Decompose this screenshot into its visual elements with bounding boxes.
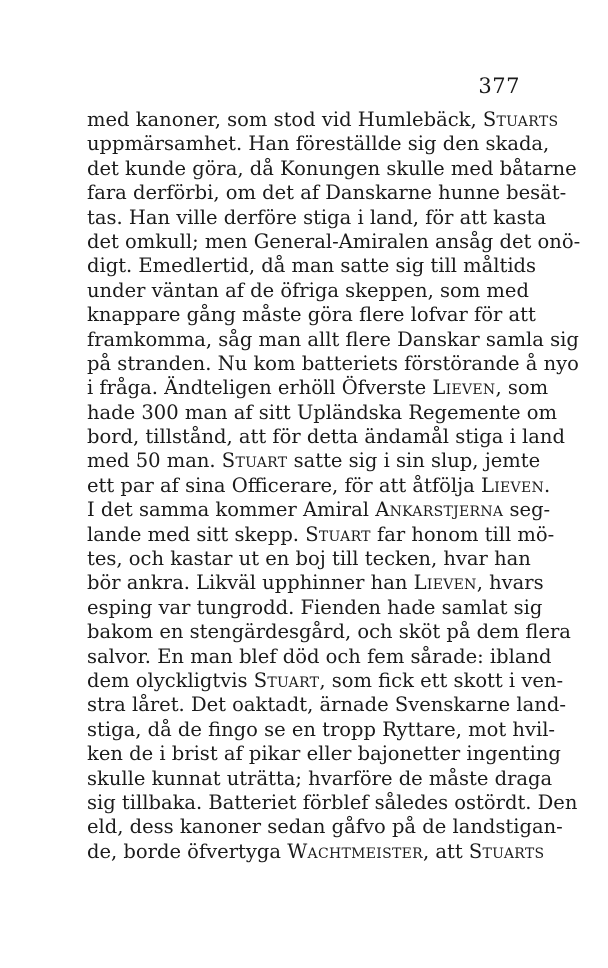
text-line: [87, 815, 563, 839]
page-number: 377: [478, 74, 520, 98]
name-smallcaps: Lieven: [432, 376, 496, 400]
text-line: [87, 498, 551, 522]
name-smallcaps: Stuart: [253, 668, 320, 692]
text-segment: på stranden. Nu kom batteriets förstörande å nyo: [87, 351, 579, 375]
text-segment: fara derförbi, om det af Danskarne hunne besät-: [87, 181, 567, 205]
text-line: [87, 766, 553, 791]
text-segment: far honom till mö-: [370, 522, 555, 546]
text-segment: tes, och kastar ut en boj till tecken, hvar han: [87, 547, 531, 571]
text-line: [87, 156, 577, 181]
text-segment: skulle kunnat uträtta; hvarföre de måste draga: [87, 766, 553, 790]
text-segment: satte sig i sin slup, jemte: [287, 449, 541, 473]
text-segment: framkomma, såg man allt flere Danskar samla sig: [87, 327, 579, 351]
text-line: [87, 327, 579, 352]
name-smallcaps: Stuart: [221, 449, 288, 473]
text-line: [87, 449, 541, 473]
text-segment: de, borde öfvertyga: [87, 839, 288, 863]
text-segment: knappare gång måste göra flere lofvar för att: [87, 303, 536, 327]
name-smallcaps: Lieven: [480, 473, 545, 497]
text-segment: bakom en stengärdesgård, och sköt på dem flera: [87, 620, 571, 644]
text-line: [87, 132, 550, 156]
text-segment: , som: [495, 376, 549, 400]
text-segment: esping var tungrodd. Fienden hade samlat sig: [87, 595, 543, 619]
text-line: [87, 790, 578, 815]
text-segment: , att: [422, 839, 469, 863]
text-segment: eld, dess kanoner sedan gåfvo på de landstigan-: [87, 815, 563, 839]
name-smallcaps: Wachtmeister: [287, 839, 423, 863]
text-segment: digt. Emedlertid, då man satte sig till måltids: [87, 254, 537, 278]
text-line: [87, 181, 567, 205]
name-smallcaps: Stuart: [305, 522, 371, 546]
text-line: [87, 473, 551, 498]
text-segment: I det samma kommer Amiral: [87, 498, 376, 522]
text-line: [87, 668, 564, 693]
text-line: [87, 547, 531, 571]
text-line: [87, 742, 561, 766]
text-segment: salvor. En man blef död och fem sårade: ibland: [87, 644, 552, 668]
text-segment: .: [544, 473, 551, 497]
text-line: [87, 229, 581, 254]
text-line: [87, 693, 566, 717]
text-line: [87, 839, 545, 864]
text-segment: , som fick ett skott i ven-: [319, 668, 564, 692]
text-line: [87, 425, 565, 449]
text-line: [87, 303, 536, 327]
text-segment: sig tillbaka. Batteriet förblef således ostördt. Den: [87, 790, 578, 814]
text-segment: seg-: [503, 498, 551, 522]
text-segment: stra låret. Det oaktadt, ärnade Svenskarne land-: [87, 693, 566, 717]
text-line: [87, 254, 537, 278]
text-segment: hade 300 man af sitt Upländska Regemente om: [87, 400, 557, 424]
name-smallcaps: Stuarts: [468, 839, 545, 863]
text-segment: bord, tillstånd, att för detta ändamål stiga i land: [87, 425, 565, 449]
text-segment: lande med sitt skepp.: [87, 522, 306, 546]
text-segment: det omkull; men General-Amiralen ansåg det onö-: [87, 229, 581, 253]
text-line: [87, 522, 555, 547]
text-line: [87, 644, 552, 669]
text-segment: dem olyckligtvis: [87, 668, 254, 692]
text-segment: i fråga. Ändteligen erhöll Öfverste: [87, 376, 433, 400]
body-text: [87, 108, 581, 864]
name-smallcaps: Lieven: [413, 571, 477, 595]
text-line: [87, 400, 557, 425]
text-line: [87, 595, 543, 620]
text-segment: stiga, då de fingo se en tropp Ryttare, mot hvil-: [87, 717, 556, 741]
text-line: [87, 571, 544, 595]
text-line: [87, 376, 549, 400]
text-segment: med 50 man.: [87, 449, 222, 473]
text-segment: med kanoner, som stod vid Humlebäck,: [87, 108, 483, 131]
text-segment: tas. Han ville derföre stiga i land, för att kasta: [87, 205, 547, 229]
text-segment: , hvars: [476, 571, 544, 595]
text-line: [87, 108, 559, 132]
text-segment: ken de i brist af pikar eller bajonetter ingenting: [87, 742, 561, 766]
text-segment: uppmärsamhet. Han föreställde sig den skada,: [87, 132, 550, 156]
text-segment: under väntan af de öfriga skeppen, som med: [87, 278, 529, 302]
text-line: [87, 205, 547, 230]
text-segment: det kunde göra, då Konungen skulle med båtarne: [87, 156, 577, 180]
name-smallcaps: Ankarstjerna: [375, 498, 504, 522]
text-segment: ett par af sina Officerare, för att åtfölja: [87, 473, 481, 497]
text-line: [87, 351, 579, 376]
text-line: [87, 717, 556, 742]
name-smallcaps: Stuarts: [482, 108, 559, 131]
text-line: [87, 278, 529, 303]
text-segment: bör ankra. Likväl upphinner han: [87, 571, 414, 595]
text-line: [87, 620, 571, 644]
